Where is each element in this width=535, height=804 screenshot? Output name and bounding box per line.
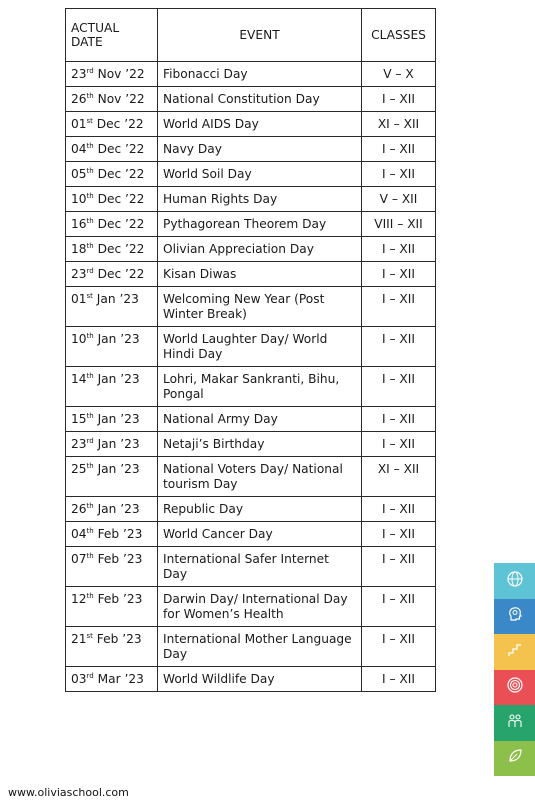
event-classes: I – XII (362, 327, 436, 367)
event-name: National Constitution Day (158, 87, 362, 112)
event-classes: I – XII (362, 547, 436, 587)
event-classes: I – XII (362, 367, 436, 407)
event-date (66, 367, 158, 407)
table-row (66, 407, 436, 432)
date-ordinal: th (86, 411, 94, 420)
date-ordinal: th (86, 91, 94, 100)
event-name: Olivian Appreciation Day (158, 237, 362, 262)
date-ordinal: th (86, 331, 94, 340)
event-classes: I – XII (362, 627, 436, 667)
date-day: 18 (71, 242, 87, 256)
date-day: 23 (71, 67, 87, 81)
event-classes: I – XII (362, 137, 436, 162)
event-date (66, 112, 158, 137)
table-row (66, 587, 436, 627)
date-day: 26 (71, 502, 87, 516)
table-row (66, 457, 436, 497)
event-date (66, 137, 158, 162)
people-icon (506, 712, 524, 734)
event-classes: I – XII (362, 587, 436, 627)
sidebar-tab-target[interactable] (494, 670, 535, 706)
date-ordinal: th (86, 501, 94, 510)
event-date (66, 212, 158, 237)
event-classes: I – XII (362, 522, 436, 547)
sidebar-tab-globe[interactable] (494, 563, 535, 599)
event-classes: VIII – XII (362, 212, 436, 237)
event-classes: I – XII (362, 432, 436, 457)
date-day: 14 (71, 372, 87, 386)
date-ordinal: rd (86, 266, 94, 275)
table-row (66, 237, 436, 262)
date-ordinal: st (86, 631, 93, 640)
table-row (66, 187, 436, 212)
date-month-year: Feb ’23 (93, 552, 143, 566)
date-month-year: Jan ’23 (93, 412, 140, 426)
event-classes: I – XII (362, 162, 436, 187)
date-month-year: Nov ’22 (93, 67, 145, 81)
event-name: World Wildlife Day (158, 667, 362, 692)
date-month-year: Jan ’23 (93, 462, 140, 476)
head-icon (506, 605, 524, 627)
table-row (66, 627, 436, 667)
event-date (66, 287, 158, 327)
date-day: 04 (71, 527, 87, 541)
date-ordinal: th (86, 216, 94, 225)
date-ordinal: th (86, 141, 94, 150)
event-name: Navy Day (158, 137, 362, 162)
table-row (66, 547, 436, 587)
date-day: 12 (71, 592, 87, 606)
date-ordinal: th (86, 191, 94, 200)
date-month-year: Dec ’22 (93, 142, 145, 156)
header-actual-date: ACTUAL DATE (66, 9, 158, 62)
event-date (66, 547, 158, 587)
event-classes: I – XII (362, 237, 436, 262)
table-row (66, 287, 436, 327)
date-ordinal: th (86, 591, 94, 600)
event-classes: V – X (362, 62, 436, 87)
event-name: World AIDS Day (158, 112, 362, 137)
events-table (65, 8, 436, 692)
date-day: 15 (71, 412, 87, 426)
table-row (66, 162, 436, 187)
date-ordinal: rd (86, 671, 94, 680)
event-name: Darwin Day/ International Day for Women’s Health (158, 587, 362, 627)
date-day: 05 (71, 167, 87, 181)
event-classes: I – XII (362, 287, 436, 327)
event-name: Republic Day (158, 497, 362, 522)
event-classes: I – XII (362, 407, 436, 432)
date-ordinal: st (86, 116, 93, 125)
date-month-year: Feb ’23 (93, 592, 143, 606)
event-date (66, 162, 158, 187)
date-month-year: Nov ’22 (93, 92, 145, 106)
sidebar-tab-stairs[interactable] (494, 634, 535, 670)
date-ordinal: rd (86, 436, 94, 445)
date-day: 04 (71, 142, 87, 156)
website-url: www.oliviaschool.com (8, 786, 129, 799)
event-name: World Cancer Day (158, 522, 362, 547)
event-classes: XI – XII (362, 457, 436, 497)
event-classes: I – XII (362, 667, 436, 692)
event-date (66, 667, 158, 692)
date-month-year: Dec ’22 (93, 242, 145, 256)
event-name: National Voters Day/ National tourism Day (158, 457, 362, 497)
event-date (66, 187, 158, 212)
target-icon (506, 676, 524, 698)
event-classes: XI – XII (362, 112, 436, 137)
table-row (66, 522, 436, 547)
event-date (66, 237, 158, 262)
event-name: Kisan Diwas (158, 262, 362, 287)
date-ordinal: th (86, 526, 94, 535)
date-day: 07 (71, 552, 87, 566)
table-row (66, 432, 436, 457)
table-row (66, 327, 436, 367)
table-row (66, 87, 436, 112)
sidebar-tabs (494, 563, 535, 776)
event-date (66, 587, 158, 627)
date-ordinal: th (86, 241, 94, 250)
table-row (66, 367, 436, 407)
date-month-year: Jan ’23 (92, 292, 139, 306)
date-ordinal: th (86, 551, 94, 560)
event-name: National Army Day (158, 407, 362, 432)
event-classes: V – XII (362, 187, 436, 212)
event-name: International Mother Language Day (158, 627, 362, 667)
date-day: 26 (71, 92, 87, 106)
event-classes: I – XII (362, 87, 436, 112)
date-month-year: Dec ’22 (93, 167, 145, 181)
date-day: 01 (71, 292, 87, 306)
event-date (66, 522, 158, 547)
header-classes: CLASSES (362, 9, 436, 62)
event-date (66, 497, 158, 522)
sidebar-tab-head[interactable] (494, 599, 535, 635)
date-ordinal: st (86, 291, 93, 300)
date-ordinal: th (86, 166, 94, 175)
event-name: Lohri, Makar Sankranti, Bihu, Pongal (158, 367, 362, 407)
event-date (66, 62, 158, 87)
date-day: 10 (71, 332, 87, 346)
event-date (66, 262, 158, 287)
event-name: Human Rights Day (158, 187, 362, 212)
event-name: World Laughter Day/ World Hindi Day (158, 327, 362, 367)
event-date (66, 327, 158, 367)
date-day: 25 (71, 462, 87, 476)
date-month-year: Dec ’22 (93, 267, 145, 281)
event-classes: I – XII (362, 497, 436, 522)
date-day: 21 (71, 632, 87, 646)
table-row (66, 137, 436, 162)
date-month-year: Dec ’22 (93, 217, 145, 231)
events-table-body (66, 62, 436, 692)
table-row (66, 497, 436, 522)
stairs-icon (506, 641, 524, 663)
sidebar-tab-people[interactable] (494, 705, 535, 741)
date-month-year: Dec ’22 (92, 117, 144, 131)
globe-icon (506, 570, 524, 592)
date-day: 03 (71, 672, 87, 686)
date-month-year: Jan ’23 (93, 372, 140, 386)
event-classes: I – XII (362, 262, 436, 287)
date-month-year: Jan ’23 (93, 502, 140, 516)
event-name: World Soil Day (158, 162, 362, 187)
date-month-year: Mar ’23 (93, 672, 144, 686)
date-ordinal: rd (86, 66, 94, 75)
event-name: International Safer Internet Day (158, 547, 362, 587)
table-row (66, 112, 436, 137)
sidebar-tab-leaf[interactable] (494, 741, 535, 777)
table-row (66, 212, 436, 237)
event-date (66, 627, 158, 667)
date-month-year: Feb ’23 (93, 527, 143, 541)
table-row (66, 667, 436, 692)
date-day: 23 (71, 437, 87, 451)
date-day: 23 (71, 267, 87, 281)
event-date (66, 457, 158, 497)
date-day: 16 (71, 217, 87, 231)
event-name: Fibonacci Day (158, 62, 362, 87)
header-event: EVENT (158, 9, 362, 62)
date-month-year: Jan ’23 (93, 437, 140, 451)
event-date (66, 432, 158, 457)
table-row (66, 62, 436, 87)
event-date (66, 87, 158, 112)
date-day: 01 (71, 117, 87, 131)
date-month-year: Dec ’22 (93, 192, 145, 206)
event-name: Welcoming New Year (Post Winter Break) (158, 287, 362, 327)
date-ordinal: th (86, 371, 94, 380)
event-date (66, 407, 158, 432)
date-month-year: Feb ’23 (92, 632, 142, 646)
date-month-year: Jan ’23 (93, 332, 140, 346)
table-row (66, 262, 436, 287)
header-row (66, 9, 436, 62)
event-name: Netaji’s Birthday (158, 432, 362, 457)
date-day: 10 (71, 192, 87, 206)
date-ordinal: th (86, 461, 94, 470)
event-name: Pythagorean Theorem Day (158, 212, 362, 237)
leaf-icon (506, 747, 524, 769)
